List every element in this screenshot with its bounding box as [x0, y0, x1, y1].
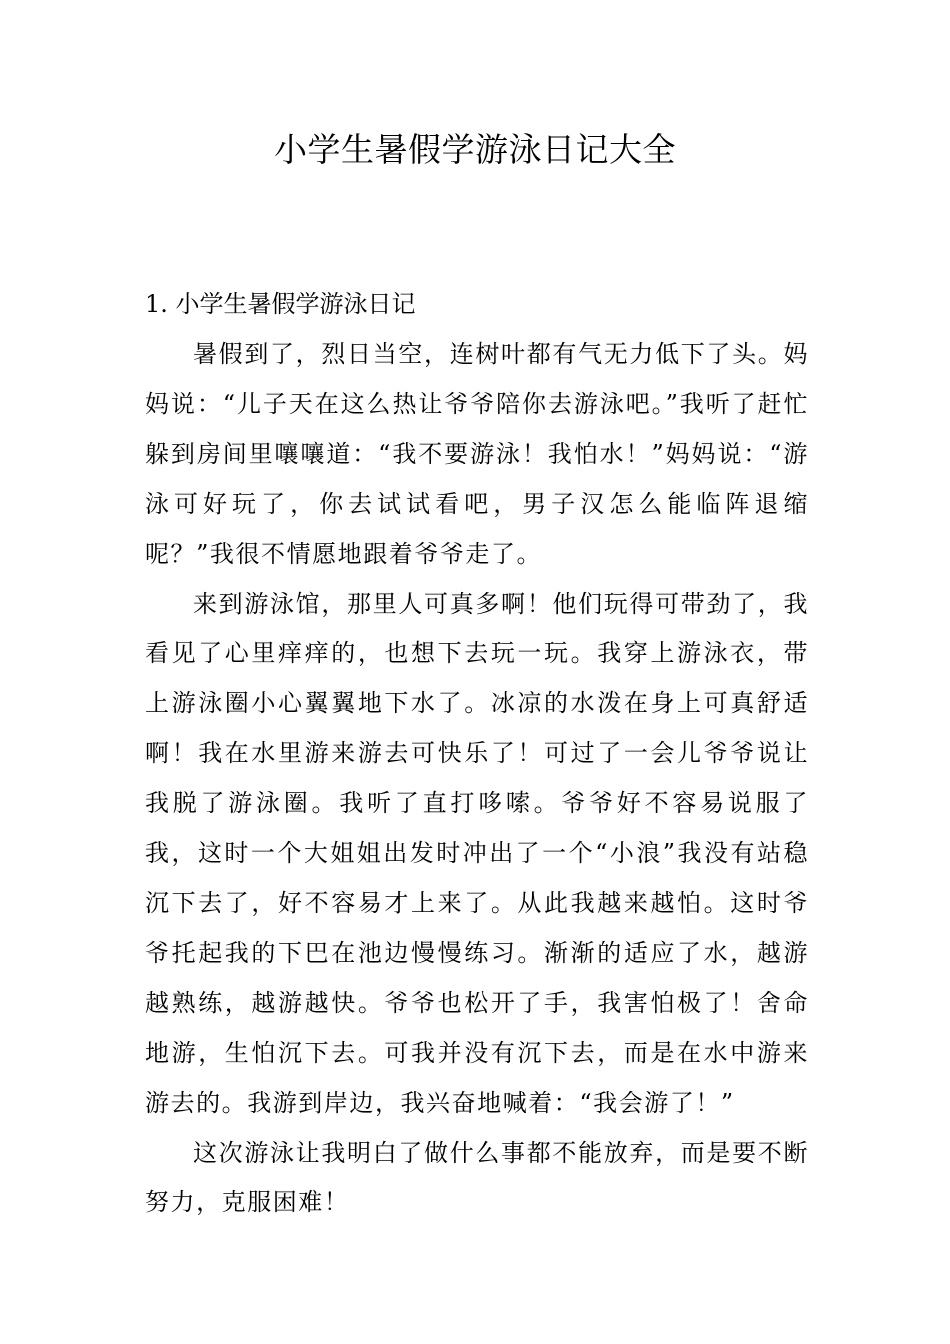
paragraph-3: 这次游泳让我明白了做什么事都不能放弃，而是要不断努力，克服困难！	[145, 1138, 809, 1217]
document-body	[145, 280, 809, 1228]
paragraph-2: 来到游泳馆，那里人可真多啊！他们玩得可带劲了，我看见了心里痒痒的，也想下去玩一玩。我穿上游泳衣，带上游泳圈小心翼翼地下水了。冰凉的水泼在身上可真舒适啊！我在水里游来游去可快乐了！可过了一会儿爷爷说让我脱了游泳圈。我听了直打哆嗦。爷爷好不容易说服了我，这时一个大姐姐出发时冲出了一个“小浪”我没有站稳沉下去了，好不容易才上来了。从此我越来越怕。这时爷爷托起我的下巴在池边慢慢练习。渐渐的适应了水，越游越熟练，越游越快。爷爷也松开了手，我害怕极了！舍命地游，生怕沉下去。可我并没有沉下去，而是在水中游来游去的。我游到岸边，我兴奋地喊着：“我会游了！”	[145, 589, 809, 1117]
document-title: 小学生暑假学游泳日记大全	[274, 130, 676, 169]
section-heading: 1. 小学生暑假学游泳日记	[145, 290, 416, 318]
paragraph-1: 暑假到了，烈日当空，连树叶都有气无力低下了头。妈妈说：“儿子天在这么热让爷爷陪你去游泳吧。”我听了赶忙躲到房间里嚷嚷道：“我不要游泳！我怕水！”妈妈说：“游泳可好玩了，你去试试看吧，男子汉怎么能临阵退缩呢？”我很不情愿地跟着爷爷走了。	[145, 340, 809, 568]
